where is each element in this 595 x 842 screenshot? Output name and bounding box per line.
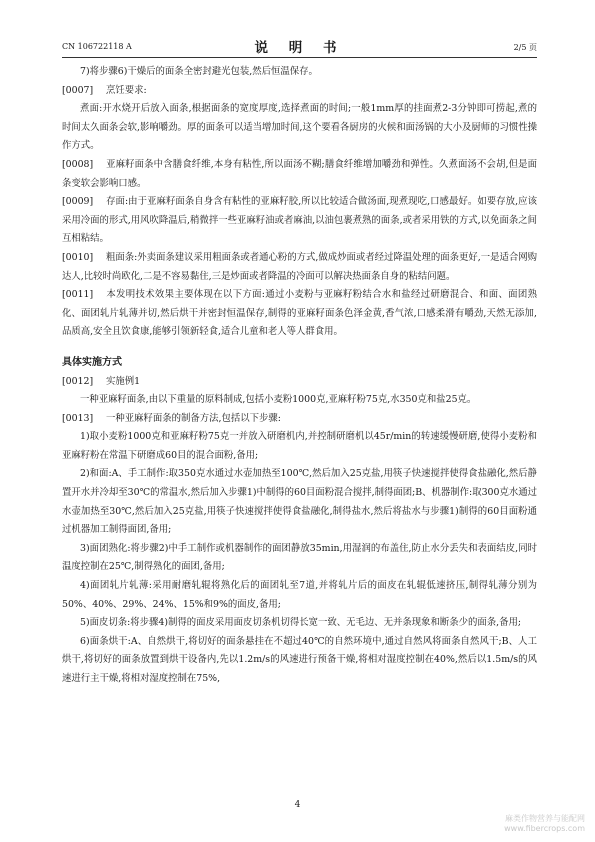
paragraph-text: 一种亚麻籽面条的制备方法,包括以下步骤: (106, 412, 281, 424)
watermark (504, 814, 585, 834)
paragraph-text: 一种亚麻籽面条,由以下重量的原料制成,包括小麦粉1000克,亚麻籽粉75克,水350克和盐25克。 (80, 394, 477, 406)
body-paragraph (62, 428, 537, 465)
paragraph-text: 7)将步骤6)干燥后的面条全密封避光包装,然后恒温保存。 (80, 66, 318, 77)
paragraph-number: [0008] (62, 158, 94, 170)
paragraph-text: 2)和面:A、手工制作:取350克水通过水壶加热至100℃,然后加入25克盐,用筷子快速搅拌使得食盐融化,然后静置开水并冷却至30℃的常温水,然后加入步骤1)中制得的60目面粉混合搅拌,制得面团;B、机器制作:取300克水通过水壶加热至30℃,然后加入25克盐,用筷子快速搅拌使得食盐融化,制得盐水,然后将盐水与步骤1)制得的60目面粉通过机器加工制得面团,备用; (62, 468, 537, 536)
paragraph-text: 6)面条烘干:A、自然烘干,将切好的面条悬挂在不超过40℃的自然环境中,通过自然风将面条自然风干;B、人工烘干,将切好的面条放置到烘干设备内,先以1.2m/s的风速进行预备干燥,将相对湿度控制在40%,然后以1.5m/s的风速进行主干燥,将相对湿度控制在75%, (62, 635, 537, 684)
paragraph-text: 1)取小麦粉1000克和亚麻籽粉75克一并放入研磨机内,并控制研磨机以45r/min的转速缓慢研磨,使得小麦粉和亚麻籽粉在常温下研磨成60目的混合面粉,备用; (62, 431, 537, 461)
paragraph-text: 本发明技术效果主要体现在以下方面:通过小麦粉与亚麻籽粉结合水和盐经过研磨混合、和面、面团熟化、面团轧片轧薄并切,然后烘干并密封恒温保存,制得的亚麻籽面条色泽金黄,香气浓,口感柔滑有嚼劲,天然无添加,品质高,安全且饮食康,能够引领新轻食,适合儿童和老人等人群食用。 (62, 289, 537, 338)
body-paragraph (62, 82, 537, 101)
body-paragraph (62, 63, 537, 82)
body-paragraph (62, 577, 537, 614)
body-paragraph (62, 156, 537, 193)
paragraph-number: [0011] (62, 289, 94, 301)
document-body (62, 63, 537, 689)
paragraph-text: 实施例1 (106, 375, 141, 387)
body-paragraph (62, 410, 537, 429)
body-paragraph (62, 286, 537, 342)
header-rule (62, 57, 537, 58)
paragraph-text: 4)面团轧片轧薄:采用耐磨轧辊将熟化后的面团轧至7道,并将轧片后的面皮在轧辊低速挤压,制得轧薄分别为50%、40%、29%、24%、15%和9%的面皮,备用; (62, 580, 537, 610)
body-paragraph (62, 391, 537, 410)
body-paragraph (62, 465, 537, 539)
page-header (62, 36, 537, 56)
page-number: 4 (294, 800, 301, 810)
paragraph-number: [0007] (62, 84, 94, 96)
body-paragraph (62, 193, 537, 249)
paragraph-text: 亚麻籽面条中含膳食纤维,本身有粘性,所以面汤不糊;膳食纤维增加嚼劲和弹性。久煮面汤不会胡,但是面条变软会影响口感。 (62, 158, 537, 189)
body-paragraph (62, 373, 537, 392)
document-title: 说 明 书 (254, 40, 345, 56)
body-paragraph (62, 100, 537, 156)
body-paragraph (62, 540, 537, 577)
paragraph-text: 煮面:开水烧开后放入面条,根据面条的宽度厚度,选择煮面的时间;一般1mm厚的挂面煮2-3分钟即可捞起,煮的时间太久面条会软,影响嚼劲。厚的面条可以适当增加时间,这个要看各厨房的火候和面汤锅的大小及厨师的习惯性操作方式。 (62, 103, 537, 152)
watermark-url: www.fibercrops.com (504, 824, 585, 833)
paragraph-number: [0009] (62, 196, 94, 208)
paragraph-text: 粗面条:外卖面条建议采用粗面条或者通心粉的方式,做成炒面或者经过降温处理的面条更好,一是适合网购达人,比较时尚欧化,二是不容易黏住,三是炒面或者降温的冷面可以解决热面条自身的粘结问题。 (62, 251, 537, 282)
paragraph-text: 存面:由于亚麻籽面条自身含有粘性的亚麻籽胶,所以比较适合做汤面,现煮现吃,口感最好。如要存放,应该采用冷面的形式,用风吹降温后,稍微拌一些亚麻籽油或者麻油,以油包裹煮熟的面条,或者采用铁的方式,以免面条之间互相粘结。 (62, 196, 537, 245)
body-paragraph (62, 614, 537, 633)
section-heading: 具体实施方式 (62, 356, 122, 368)
paragraph-text: 3)面团熟化:将步骤2)中手工制作或机器制作的面团静放35min,用湿润的布盖住,防止水分丢失和表面结皮,同时温度控制在25℃,制得熟化的面团,备用; (62, 542, 537, 573)
watermark-text: 麻类作物营养与能配网 (505, 814, 585, 823)
paragraph-number: [0010] (62, 251, 94, 263)
body-paragraph (62, 633, 537, 689)
page-of-count: 2/5 页 (513, 43, 537, 52)
paragraph-text: 5)面皮切条:将步骤4)制得的面皮采用面皮切条机切得长宽一致、无毛边、无并条现象和断条少的面条,备用; (80, 617, 522, 629)
paragraph-text: 烹饪要求: (106, 84, 147, 96)
patent-number: CN 106722118 A (62, 42, 132, 51)
paragraph-number: [0013] (62, 412, 94, 424)
body-paragraph (62, 249, 537, 286)
paragraph-number: [0012] (62, 375, 94, 387)
